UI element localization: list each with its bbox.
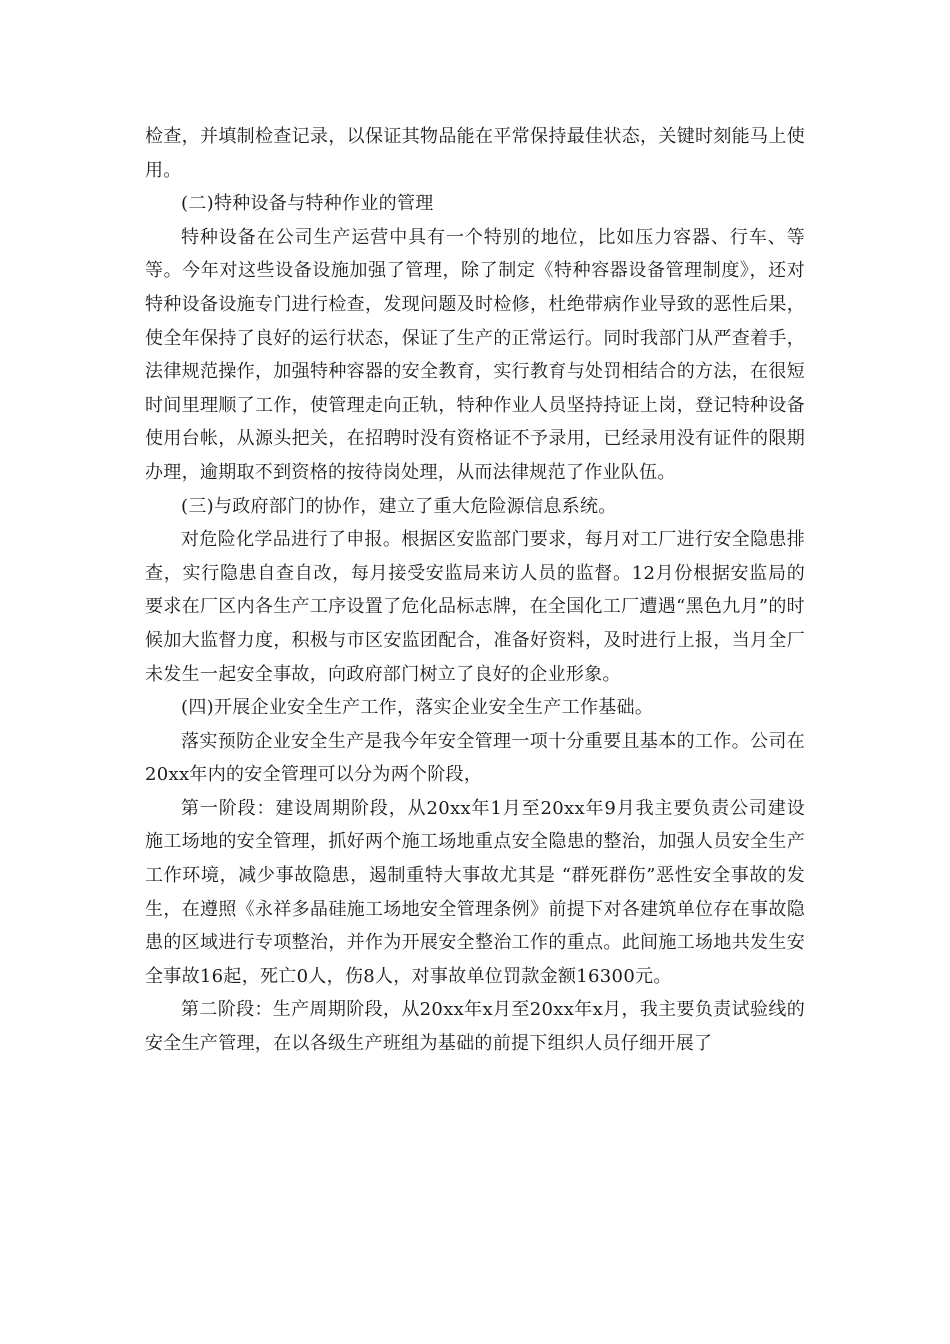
paragraph-special-equipment: 特种设备在公司生产运营中具有一个特别的地位，比如压力容器、行车、等等。今年对这些设备设施加强了管理，除了制定《特种容器设备管理制度》，还对特种设备设施专门进行检查，发现问题及时检修，杜绝带病作业导致的恶性后果，使全年保持了良好的运行状态，保证了生产的正常运行。同时我部门从严查着手，法律规范操作，加强特种容器的安全教育，实行教育与处罚相结合的方法，在很短时间里理顺了工作，使管理走向正轨，特种作业人员坚持持证上岗，登记特种设备使用台帐，从源头把关，在招聘时没有资格证不予录用，已经录用没有证件的限期办理，逾期取不到资格的按待岗处理，从而法律规范了作业队伍。: [145, 226, 805, 483]
paragraph-safety-intro: 落实预防企业安全生产是我今年安全管理一项十分重要且基本的工作。公司在20xx年内的安全管理可以分为两个阶段，: [145, 730, 805, 786]
paragraph-continuation: 检查，并填制检查记录，以保证其物品能在平常保持最佳状态，关键时刻能马上使用。: [145, 126, 805, 181]
section-heading-2: (二)特种设备与特种作业的管理: [181, 193, 434, 215]
paragraph-phase-two: 第二阶段：生产周期阶段，从20xx年x月至20xx年x月，我主要负责试验线的安全生产管理，在以各级生产班组为基础的前提下组织人员仔细开展了: [145, 999, 805, 1055]
document-body: [145, 120, 805, 1061]
paragraph-hazardous-chemicals: 对危险化学品进行了申报。根据区安监部门要求，每月对工厂进行安全隐患排查，实行隐患自查自改，每月接受安监局来访人员的监督。12月份根据安监局的要求在厂区内各生产工序设置了危化品标志牌，在全国化工厂遭遇“黑色九月”的时候加大监督力度，积极与市区安监团配合，准备好资料，及时进行上报，当月全厂未发生一起安全事故，向政府部门树立了良好的企业形象。: [145, 529, 805, 685]
section-heading-3: (三)与政府部门的协作，建立了重大危险源信息系统。: [181, 495, 617, 517]
section-heading-4: (四)开展企业安全生产工作，落实企业安全生产工作基础。: [181, 697, 654, 719]
paragraph-phase-one: 第一阶段：建设周期阶段，从20xx年1月至20xx年9月我主要负责公司建设施工场地的安全管理，抓好两个施工场地重点安全隐患的整治，加强人员安全生产工作环境，减少事故隐患，遏制重特大事故尤其是 “群死群伤”恶性安全事故的发生，在遵照《永祥多晶硅施工场地安全管理条例》前提下对各建筑单位存在事故隐患的区域进行专项整治，并作为开展安全整治工作的重点。此间施工场地共发生安全事故16起，死亡0人，伤8人，对事故单位罚款金额16300元。: [145, 797, 805, 987]
